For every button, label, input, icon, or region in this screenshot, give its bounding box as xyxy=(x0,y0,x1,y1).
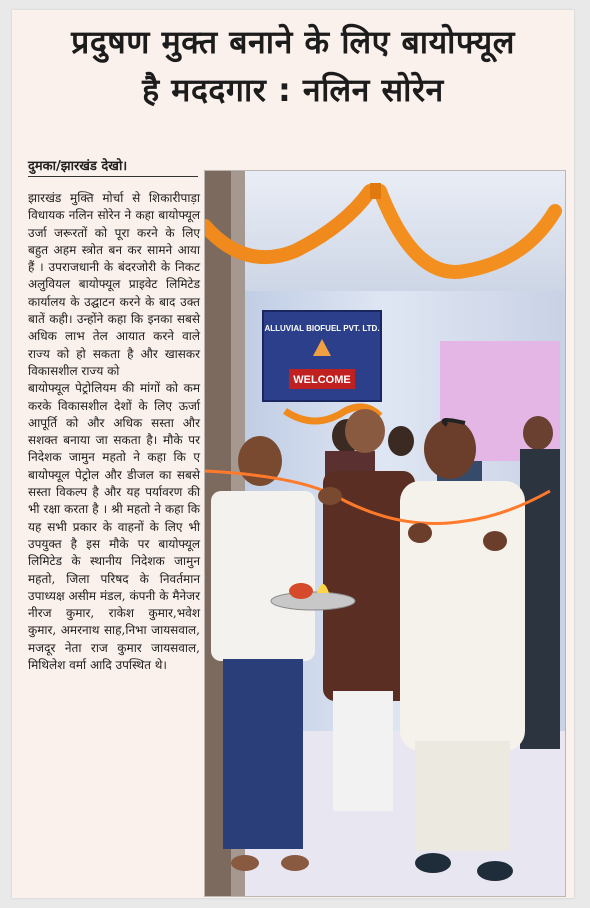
dateline-divider xyxy=(28,176,198,177)
headline-line-1: प्रदुषण मुक्त बनाने के लिए बायोफ्यूल xyxy=(71,23,515,61)
inauguration-photo xyxy=(205,171,565,896)
newspaper-clipping xyxy=(12,10,574,898)
article-body: झारखंड मुक्ति मोर्चा से शिकारीपाड़ा विधायक नलिन सोरेन ने कहा बायोफ्यूल उर्जा जरूरतों को पूरा करने के लिए बहुत अहम स्त्रोत बन कर सामने आया हैं । उपराजधानी के बंदरजोरी के निकट अलुवियल बायोफ्यूल प्राइवेट लिमिटेड कार्यालय के उद्घाटन करने के बाद उक्त बातें कही। उन्होंने कहा कि इनका सबसे अधिक लाभ तेल आयात करने वाले राज्य को हो सकता है और खासकर विकासशील राज्य को बायोफ्यूल पेट्रोलियम की मांगों को कम करके विकासशील देशों के लिए ऊर्जा आपूर्ति को और अधिक सस्ता और सशक्त बनाया जा सकता है। मौके पर निदेशक जामुन महतो ने कहा कि ए बायोफ्यूल पेट्रोल और डीजल का सबसे सस्ता विकल्प है और यह पर्यावरण की भी रक्षा करता है । श्री महतो ने कहा कि यह सभी प्रकार के वाहनों के लिए भी उपयुक्त है इस मौके पर बायोफ्यूल लिमिटेड के स्थानीय निदेशक जामुन महतो, जिला परिषद के निवर्तमान उपाध्यक्ष असीम मंडल, कंपनी के मैनेजर नीरज कुमार, राकेश कुमार,भवेश कुमार, अमरनाथ साह,निभा जायसवाल, मजदूर नेता राज कुमार जायसवाल, मिथिलेश वर्मा आदि उपस्थित थे। xyxy=(28,191,200,673)
news-photo xyxy=(204,170,566,897)
dateline: दुमका/झारखंड देखो। xyxy=(28,159,128,174)
headline-line-2: है मददगार : नलिन सोरेन xyxy=(142,71,444,109)
headline xyxy=(12,18,574,114)
welcome-signboard xyxy=(263,311,381,401)
signboard-company: ALLUVIAL BIOFUEL PVT. LTD. xyxy=(264,324,380,333)
signboard-welcome: WELCOME xyxy=(293,374,351,386)
